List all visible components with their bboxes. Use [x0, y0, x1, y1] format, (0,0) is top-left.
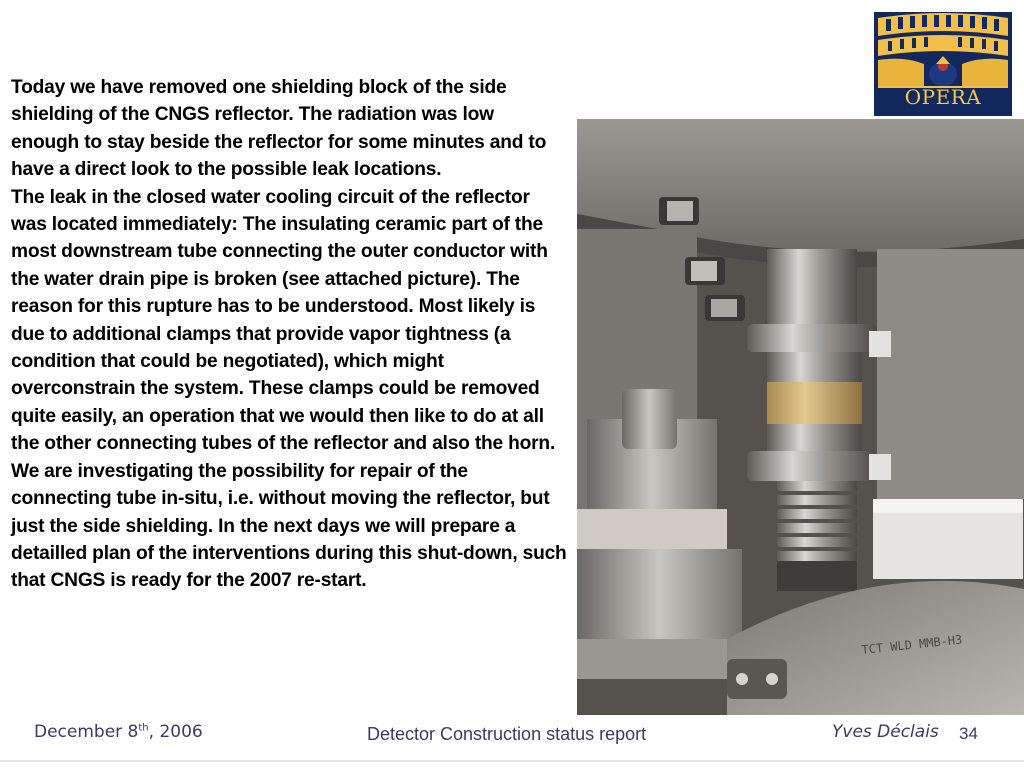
footer-date-day: December 8: [34, 722, 139, 742]
opera-logo: [874, 12, 1012, 116]
footer-date-ordinal: th: [138, 722, 149, 734]
paragraph-2: The leak in the closed water cooling circuit of the reflector was located immediately: The insulating ceramic part of the most downstream tube connecting the outer conductor with the water drain pipe is broken (see attached picture). The reason for this rupture has to be understood. Most likely is due to additional clamps that provide vapor tightness (a condition that could be negotiated), which might overconstrain the system. These clamps could be removed quite easily, an operation that we would then like to do at all the other connecting tubes of the reflector and also the horn.: [11, 186, 556, 455]
footer-date-year: , 2006: [148, 722, 203, 742]
footer-date: [34, 722, 203, 742]
bottom-divider: [0, 760, 1024, 762]
footer-author: Yves Déclais: [832, 722, 939, 742]
footer-title: Detector Construction status report: [367, 724, 647, 744]
reflector-pipe-illustration: [577, 119, 1024, 715]
logo-wordmark: OPERA: [904, 85, 982, 109]
paragraph-1: Today we have removed one shielding block of the side shielding of the CNGS reflector. The radiation was low enough to stay beside the reflector for some minutes and to have a direct look to the possible leak locations.: [11, 77, 547, 181]
reflector-leak-photo: [577, 119, 1024, 715]
page-number: 34: [959, 724, 978, 743]
body-text: [11, 74, 567, 595]
photo-stamp-text: TCT WLD MMB-H3: [860, 632, 963, 657]
paragraph-3: We are investigating the possibility for repair of the connecting tube in-situ, i.e. without moving the reflector, but just the side shielding. In the next days we will prepare a detailled plan of the interventions during this shut-down, such that CNGS is ready for the 2007 re-start.: [11, 460, 567, 592]
